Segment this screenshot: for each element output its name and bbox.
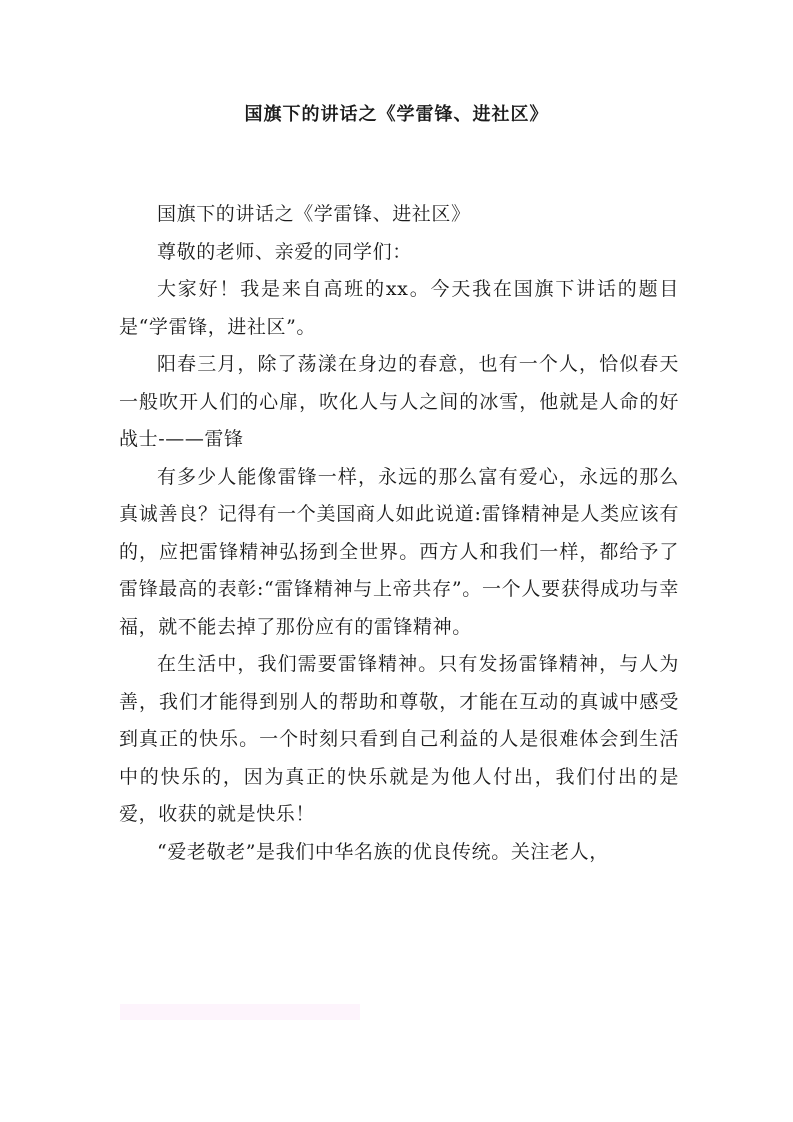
faint-watermark	[120, 1004, 360, 1020]
paragraph-heading: 国旗下的讲话之《学雷锋、进社区》	[157, 203, 471, 225]
paragraph: “爱老敬老”是我们中华名族的优良传统。关注老人，	[157, 840, 609, 863]
paragraph: 在生活中，我们需要雷锋精神。只有发扬雷锋精神，与人为善，我们才能得到别人的帮助和尊敬，才能在互动的真诚中感受到真正的快乐。一个时刻只看到自己利益的人是很难体会到生活中的快乐的，因为真正的快乐就是为他人付出，我们付出的是爱，收获的就是快乐！	[119, 653, 679, 825]
document-title: 国旗下的讲话之《学雷锋、进社区》	[244, 104, 549, 125]
paragraph: 阳春三月，除了荡漾在身边的春意，也有一个人，恰似春天一般吹开人们的心扉，吹化人与人之间的冰雪，他就是人命的好战士-——雷锋	[119, 353, 679, 450]
paragraph: 有多少人能像雷锋一样，永远的那么富有爱心，永远的那么真诚善良？记得有一个美国商人如此说道:雷锋精神是人类应该有的，应把雷锋精神弘扬到全世界。西方人和我们一样，都给予了雷锋最高的表彰:“雷锋精神与上帝共存”。一个人要获得成功与幸福，就不能去掉了那份应有的雷锋精神。	[119, 465, 679, 638]
paragraph: 大家好！我是来自高班的xx。今天我在国旗下讲话的题目是“学雷锋，进社区”。	[119, 278, 679, 338]
document-body	[119, 196, 679, 871]
paragraph-salutation: 尊敬的老师、亲爱的同学们：	[157, 240, 412, 263]
